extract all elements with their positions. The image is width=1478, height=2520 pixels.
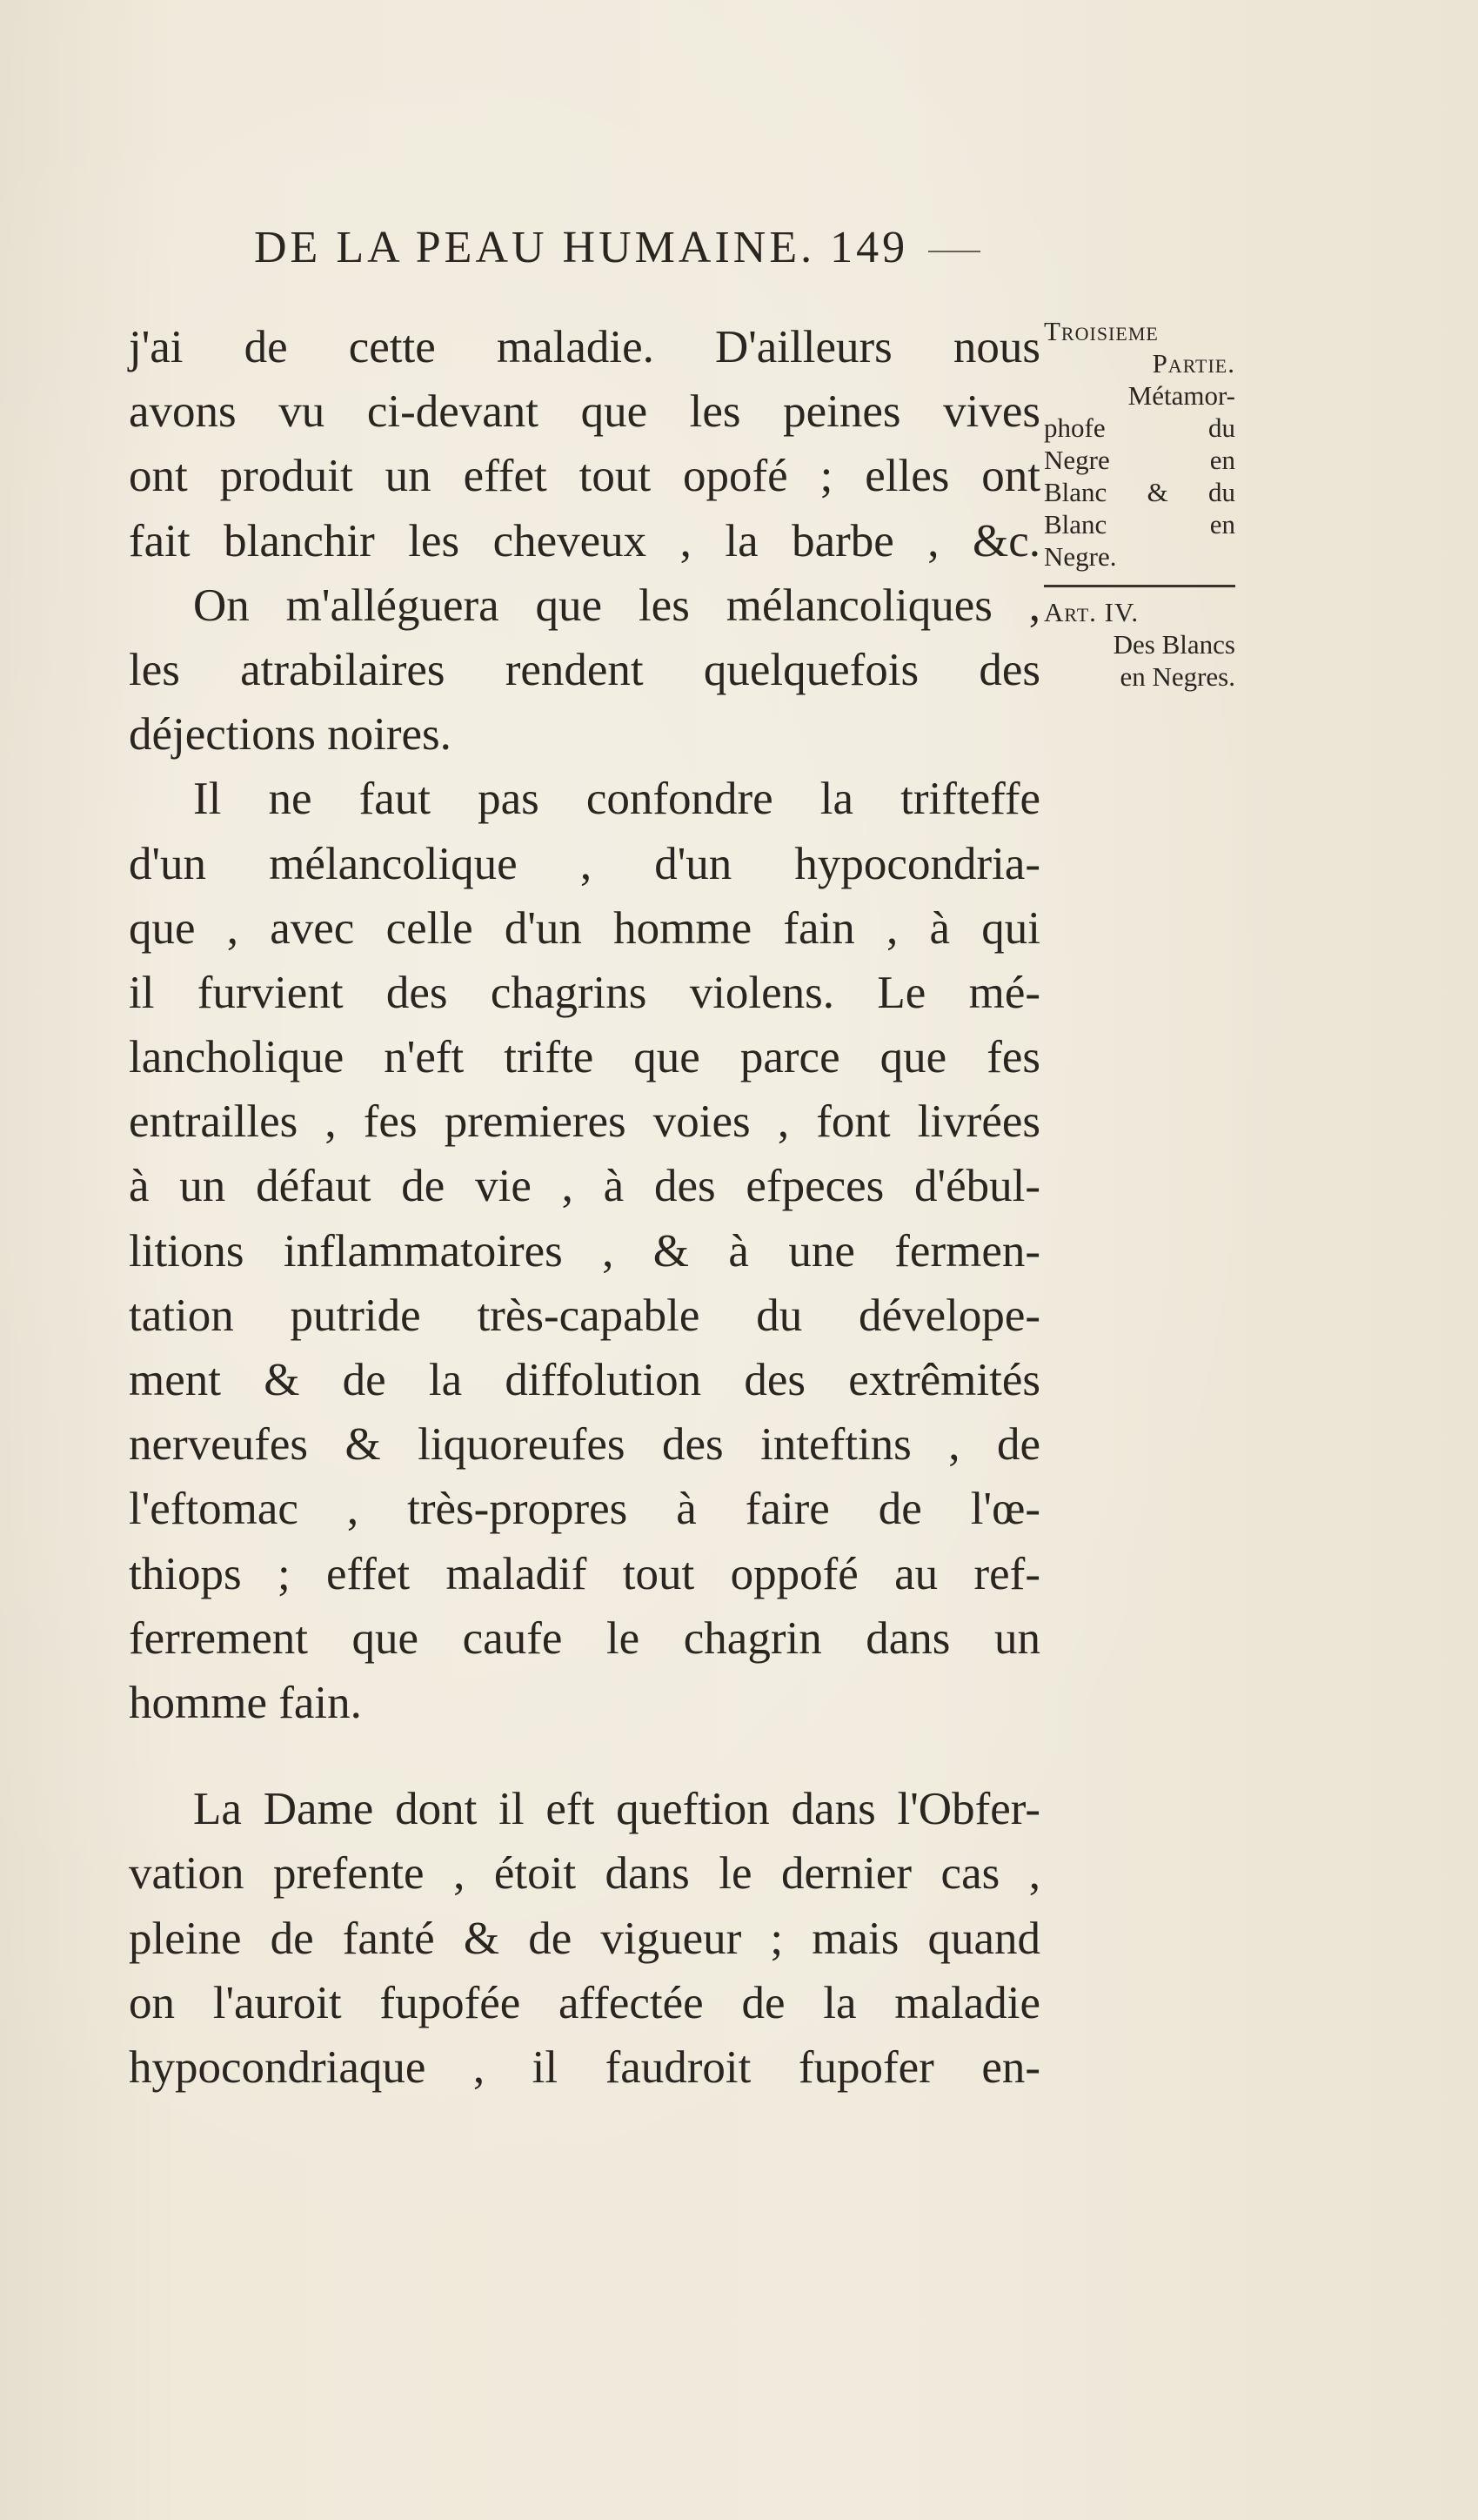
text-line: On m'alléguera que les mélancoliques , [193,580,1040,631]
text-line: ferrement que caufe le chagrin dans un [129,1612,1040,1664]
text-line: vation prefente , étoit dans le dernier cas , [129,1848,1040,1900]
text-line: homme fain. [129,1677,362,1728]
text-line: à un défaut de vie , à des efpeces d'ébul- [129,1161,1040,1212]
running-head [254,222,1089,273]
margin-article-line: Des Blancs [1113,629,1235,660]
running-head-title: DE LA PEAU HUMAINE. [254,223,816,272]
text-line: j'ai de cette maladie. D'ailleurs nous [129,322,1040,372]
margin-part-line: Partie. [1152,348,1235,379]
text-line: La Dame dont il eft queftion dans l'Obfer- [193,1784,1040,1835]
text-line: l'eftomac , très-propres à faire de l'œ- [129,1484,1040,1535]
margin-topic-line: phofe du [1044,412,1235,443]
text-line: fait blanchir les cheveux , la barbe , &c. [129,515,1040,566]
margin-article-line: Art. IV. [1044,597,1140,627]
margin-article-line: en Negres. [1120,661,1235,692]
text-line: lancholique n'eft trifte que parce que fes [129,1032,1040,1083]
text-line: d'un mélancolique , d'un hypocondria- [129,838,1040,889]
text-line: ment & de la diffolution des extrêmités [129,1355,1040,1405]
margin-note [1044,315,1235,693]
text-line: les atrabilaires rendent quelquefois des [129,644,1040,695]
text-line: ont produit un effet tout opofé ; elles ont [129,451,1040,502]
text-line: hypocondriaque , il faudroit fupofer en- [129,2041,1040,2093]
text-line: il furvient des chagrins violens. Le mé- [129,967,1040,1018]
margin-rule [1044,585,1235,587]
text-line: pleine de fanté & de vigueur ; mais quand [129,1913,1040,1964]
margin-topic-line: Métamor- [1127,380,1235,411]
body-text [129,315,1040,2100]
head-rule [928,251,980,252]
text-line: thiops ; effet maladif tout oppofé au ref- [129,1548,1040,1599]
text-line: litions inflammatoires , & à une fermen- [129,1225,1040,1277]
text-line: que , avec celle d'un homme fain , à qui [129,902,1040,954]
margin-part-line: Troisieme [1044,316,1159,346]
text-line: déjections noires. [129,709,451,761]
page-number: 149 [830,223,909,272]
text-line: entrailles , fes premieres voies , font livrées [129,1096,1040,1148]
margin-topic-line: Negre. [1044,541,1117,572]
margin-topic-line: Negre en [1044,445,1235,475]
text-line: on l'auroit fupofée affectée de la maladie [129,1977,1040,2028]
paragraph-gap [129,1735,1040,1777]
text-line: tation putride très-capable du dévelope- [129,1290,1040,1341]
text-line: nerveufes & liquoreufes des inteftins , de [129,1419,1040,1471]
text-line: avons vu ci-devant que les peines vives [129,386,1040,438]
text-line: Il ne faut pas confondre la trifteffe [193,774,1040,825]
margin-topic-line: Blanc en [1044,509,1235,540]
margin-topic-line: Blanc & du [1044,477,1235,507]
